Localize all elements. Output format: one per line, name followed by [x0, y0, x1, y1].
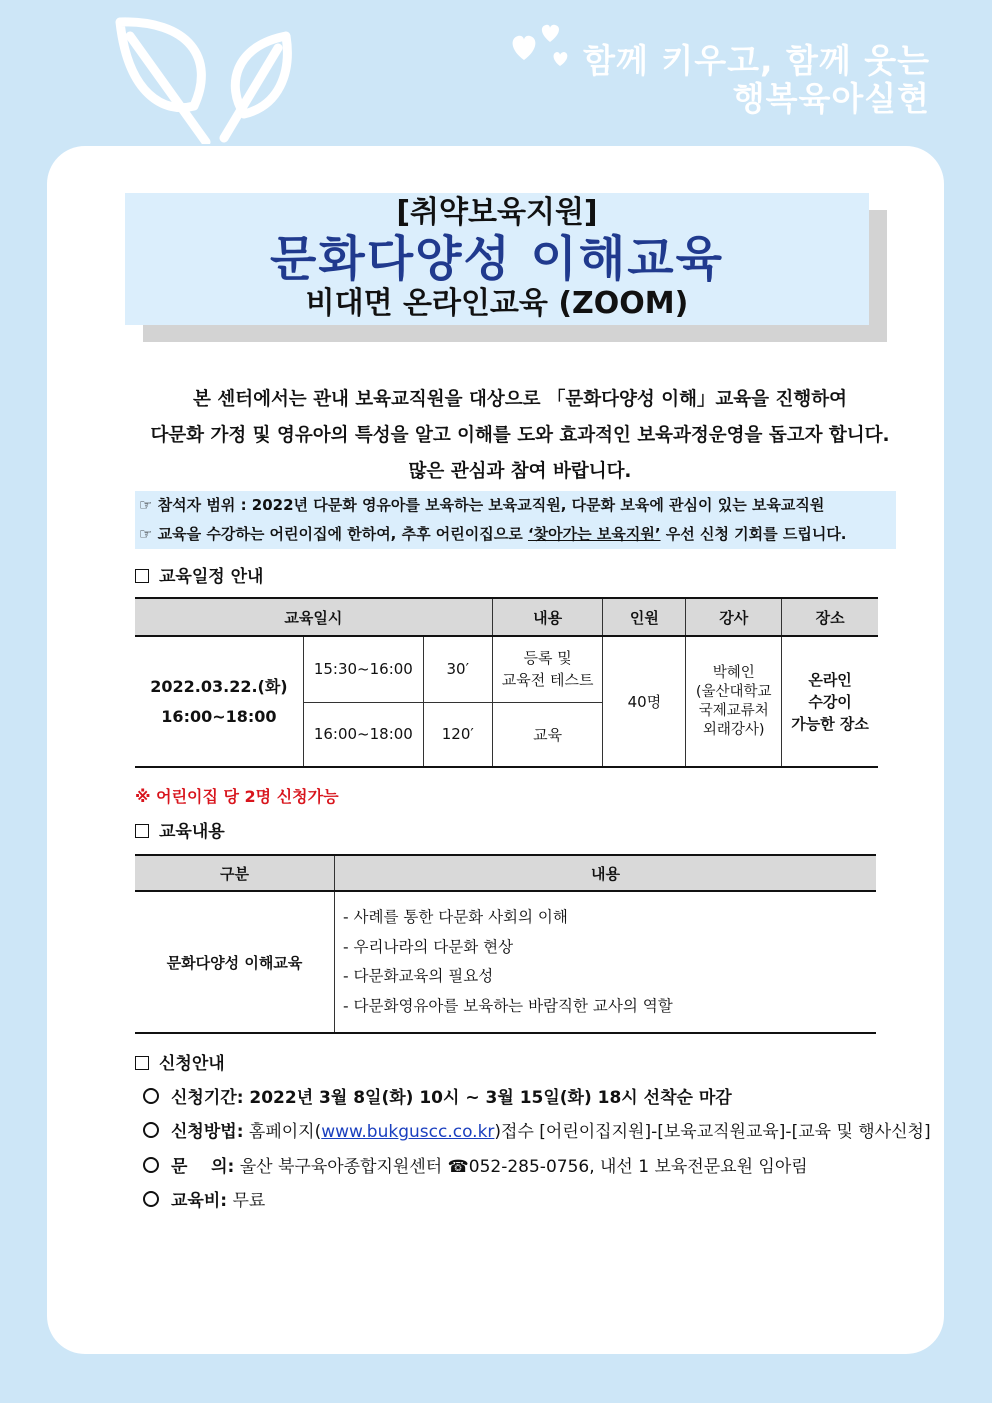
list-item: - 우리나라의 다문화 현상	[343, 937, 514, 956]
header-content: 내용	[492, 598, 603, 636]
schedule-heading: 교육일정 안내	[135, 562, 263, 587]
header-datetime: 교육일시	[135, 598, 492, 636]
header-venue: 장소	[782, 598, 878, 636]
intro-line1: 본 센터에서는 관내 보육교직원을 대상으로 「문화다양성 이해」교육을 진행하여	[193, 389, 847, 410]
content-heading: 교육내용	[135, 817, 225, 842]
hearts-icon	[508, 20, 578, 70]
circle-bullet-icon	[143, 1157, 159, 1173]
intro-line2: 다문화 가정 및 영유아의 특성을 알고 이해를 도와 효과적인 보육과정운영을 돕고자 합니다.	[150, 425, 890, 446]
list-item: - 사례를 통한 다문화 사회의 이해	[343, 908, 568, 926]
header-category: 구분	[135, 855, 335, 891]
header-detail: 내용	[335, 855, 877, 891]
apply-contact: 문 의: 울산 북구육아종합지원센터 ☎052-285-0756, 내선 1 보육전문요원 임아림	[143, 1152, 808, 1177]
schedule-table	[135, 597, 878, 768]
slogan	[583, 42, 930, 118]
header-capacity: 인원	[603, 598, 686, 636]
circle-bullet-icon	[143, 1191, 159, 1207]
table-row	[135, 636, 878, 702]
title-format: 비대면 온라인교육 (ZOOM)	[305, 286, 689, 321]
checkbox-square-icon	[135, 824, 149, 838]
schedule-date: 2022.03.22.(화)	[150, 676, 288, 696]
checkbox-square-icon	[135, 569, 149, 583]
circle-bullet-icon	[143, 1122, 159, 1138]
slot-content: 등록 및 교육전 테스트	[492, 636, 603, 702]
slot-duration: 120′	[423, 702, 492, 767]
slot-time: 15:30~16:00	[303, 636, 423, 702]
page-title: 문화다양성 이해교육	[269, 231, 725, 287]
circle-bullet-icon	[143, 1088, 159, 1104]
notice-participants: ☞ 참석자 범위 : 2022년 다문화 영유아를 보육하는 보육교직원, 다문화 보육에 관심이 있는 보육교직원	[139, 496, 825, 514]
checkbox-square-icon	[135, 1056, 149, 1070]
slogan-line1: 함께 키우고, 함께 웃는	[583, 41, 930, 80]
list-item: - 다문화영유아를 보육하는 바람직한 교사의 역할	[343, 996, 673, 1015]
content-table	[135, 854, 876, 1034]
apply-period: 신청기간: 2022년 3월 8일(화) 10시 ~ 3월 15일(화) 18시 선착순 마감	[143, 1083, 732, 1108]
slogan-line2: 행복육아실현	[732, 79, 930, 118]
schedule-date-cell	[135, 636, 303, 767]
header-instructor: 강사	[686, 598, 782, 636]
table-row	[135, 891, 876, 1033]
homepage-link[interactable]: www.bukguscc.co.kr	[321, 1122, 495, 1142]
limit-note: ※ 어린이집 당 2명 신청가능	[135, 787, 339, 806]
notice-highlight: ‘찾아가는 보육지원’	[527, 525, 661, 543]
apply-fee: 교육비: 무료	[143, 1186, 265, 1211]
slot-time: 16:00~18:00	[303, 702, 423, 767]
title-box	[125, 193, 869, 325]
slot-duration: 30′	[423, 636, 492, 702]
list-item: - 다문화교육의 필요성	[343, 967, 494, 985]
title-category: [취약보육지원]	[396, 195, 598, 230]
leaf-icon	[108, 14, 308, 144]
notice-priority: ☞ 교육을 수강하는 어린이집에 한하여, 추후 어린이집으로 ‘찾아가는 보육지원’ 우선 신청 기회를 드립니다.	[139, 525, 847, 543]
venue-cell: 온라인 수강이 가능한 장소	[782, 636, 878, 767]
table-header-row	[135, 598, 878, 636]
notice-box	[135, 491, 896, 549]
schedule-time: 16:00~18:00	[161, 706, 277, 726]
instructor-cell: 박혜인 (울산대학교 국제교류처 외래강사)	[686, 636, 782, 767]
apply-heading: 신청안내	[135, 1049, 225, 1074]
content-category: 문화다양성 이해교육	[135, 891, 335, 1033]
slot-content: 교육	[492, 702, 603, 767]
content-list	[335, 891, 877, 1033]
capacity-cell: 40명	[603, 636, 686, 767]
intro-line3: 많은 관심과 참여 바랍니다.	[408, 461, 632, 482]
table-header-row	[135, 855, 876, 891]
apply-method: 신청방법: 홈페이지(www.bukguscc.co.kr)접수 [어린이집지원]-[보육교직원교육]-[교육 및 행사신청]	[143, 1117, 931, 1142]
